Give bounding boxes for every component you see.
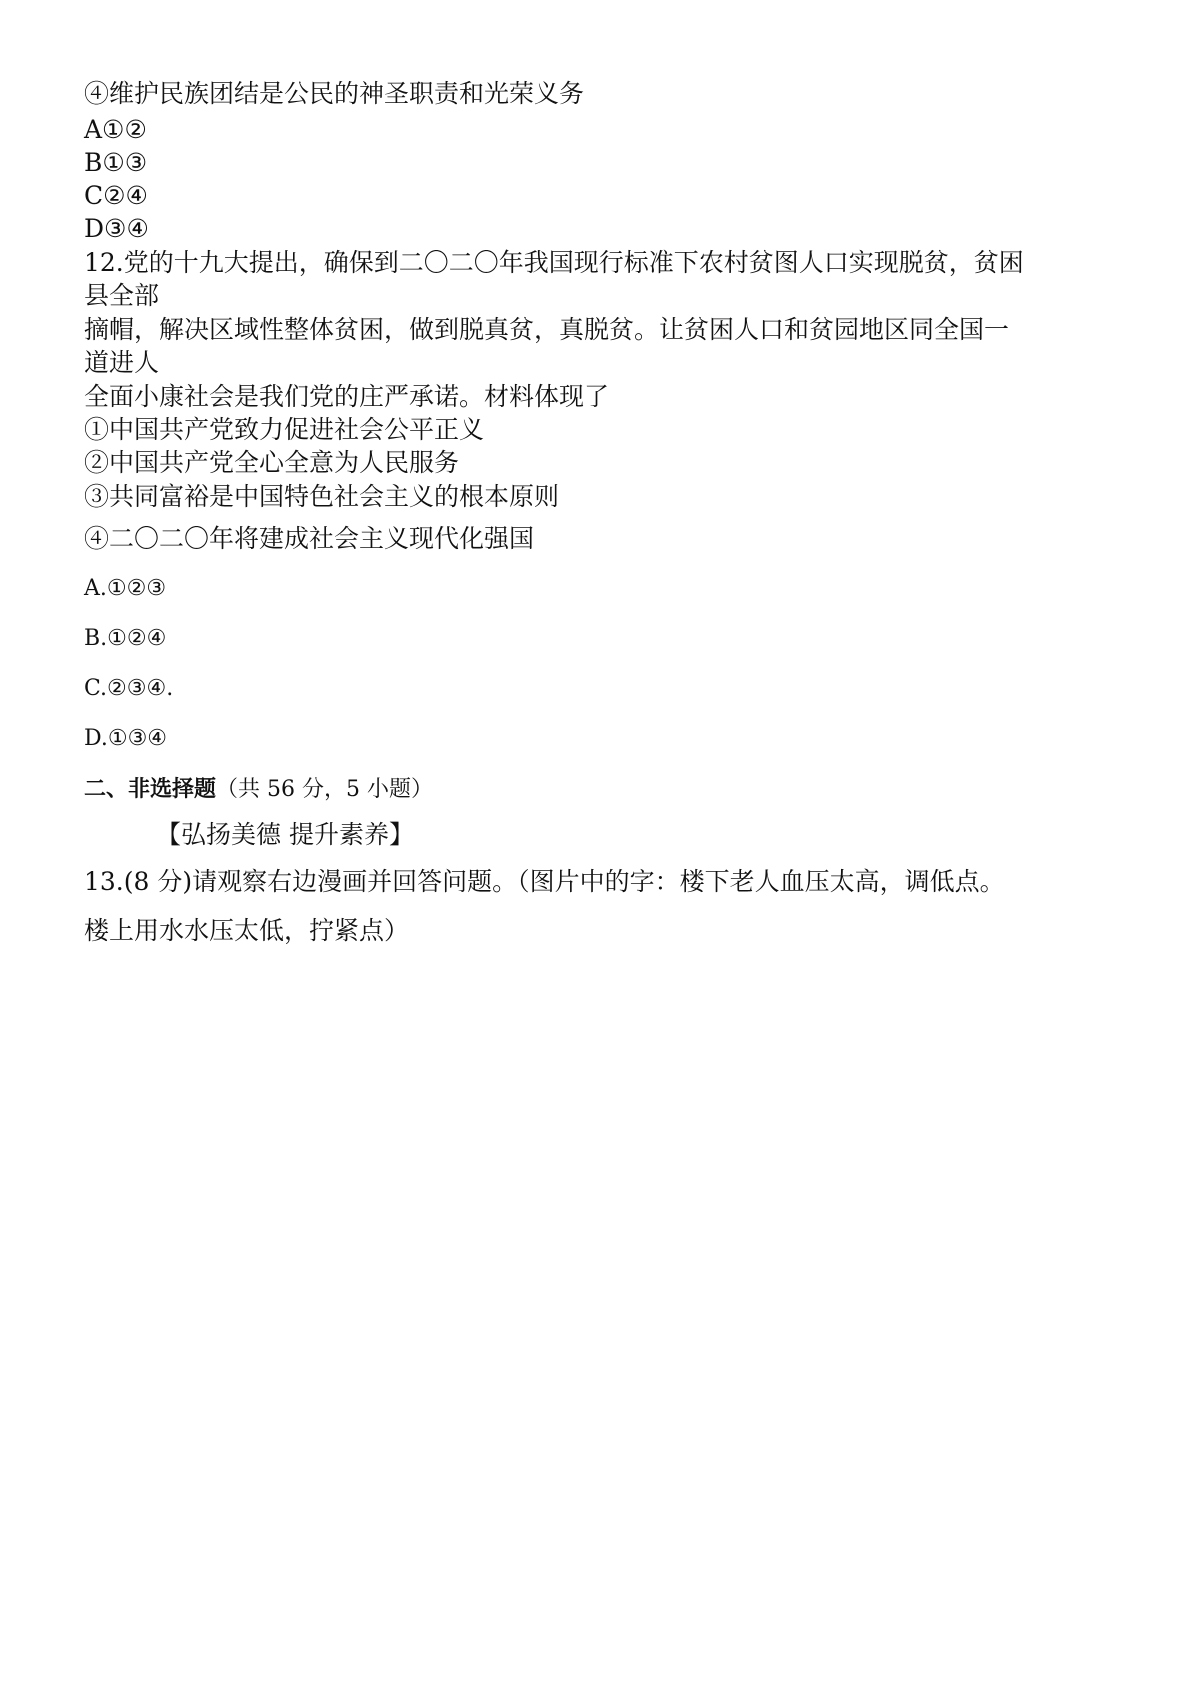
section-2-subheading: 【弘扬美德 提升素养】 [156, 820, 414, 849]
q12-option-b: B.①②④ [84, 626, 167, 651]
q12-statement-3: ③共同富裕是中国特色社会主义的根本原则 [84, 482, 560, 511]
q11-option-b: B①③ [84, 148, 148, 177]
section-2-title: 二、非选择题 [84, 776, 217, 802]
section-2-heading [84, 774, 433, 805]
q12-statement-1: ①中国共产党致力促进社会公平正义 [84, 415, 485, 444]
q12-stem-line-4: 道进人 [84, 348, 160, 377]
q11-option-a: A①② [84, 115, 147, 144]
q12-option-d: D.①③④ [84, 726, 168, 751]
q12-statement-4: ④二〇二〇年将建成社会主义现代化强国 [84, 524, 535, 553]
q12-stem-line-3: 摘帽，解决区域性整体贫困，做到脱真贫，真脱贫。让贫困人口和贫园地区同全国一 [84, 315, 1010, 344]
q12-statement-2: ②中国共产党全心全意为人民服务 [84, 448, 460, 477]
q11-statement-4: ④维护民族团结是公民的神圣职责和光荣义务 [84, 79, 585, 108]
q12-option-a: A.①②③ [84, 576, 167, 601]
q11-option-d: D③④ [84, 214, 149, 243]
section-2-note: （共 56 分，5 小题） [216, 777, 433, 802]
q12-stem-line-1: 12.党的十九大提出，确保到二〇二〇年我国现行标准下农村贫图人口实现脱贫，贫困 [84, 248, 1024, 277]
q12-stem-line-2: 县全部 [84, 281, 160, 310]
q13-line-1: 13.(8 分)请观察右边漫画并回答问题。（图片中的字：楼下老人血压太高，调低点。 [84, 867, 1005, 896]
q12-option-c: C.②③④. [84, 676, 174, 701]
q13-line-2: 楼上用水水压太低，拧紧点） [84, 916, 410, 945]
q11-option-c: C②④ [84, 181, 148, 210]
q12-stem-line-5: 全面小康社会是我们党的庄严承诺。材料体现了 [84, 382, 610, 411]
